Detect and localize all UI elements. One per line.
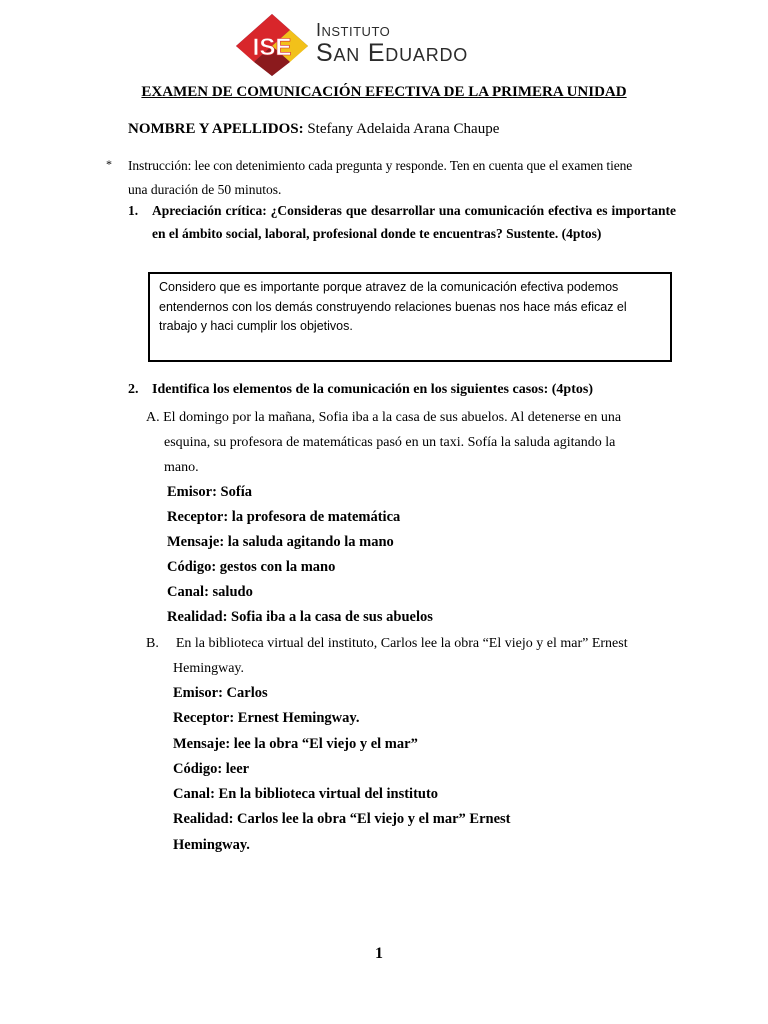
bullet-icon: * (106, 157, 112, 171)
case-b-emisor: Emisor: Carlos (173, 685, 268, 701)
question-1-number: 1. (128, 203, 139, 218)
case-b-mensaje: Mensaje: lee la obra “El viejo y el mar” (173, 735, 418, 752)
case-a-line1: El domingo por la mañana, Sofia iba a la casa de sus abuelos. Al detenerse en una (163, 410, 622, 425)
instruction-line1: Instrucción: lee con detenimiento cada pregunta y responde. Ten en cuenta que el examen tiene (128, 158, 633, 173)
case-b (146, 631, 676, 858)
question-1-answer-box: Considero que es importante porque atravez de la comunicación efectiva podemos entendernos con los demás construyendo relaciones buenas nos hace más eficaz el trabajo y haci cumplir los objetivos. (148, 272, 672, 362)
exam-title: EXAMEN DE COMUNICACIÓN EFECTIVA DE LA PRIMERA UNIDAD (141, 84, 627, 100)
case-a-codigo: Código: gestos con la mano (167, 559, 336, 575)
question-2-number: 2. (128, 382, 139, 397)
page-number: 1 (375, 945, 383, 962)
case-a-canal: Canal: saludo (167, 584, 253, 600)
question-1-text: Apreciación crítica: ¿Consideras que desarrollar una comunicación efectiva es importante en el ámbito social, laboral, profesional donde te encuentras? Sustente. (4ptos) (152, 203, 676, 241)
ise-badge-icon (232, 12, 312, 78)
question-2 (128, 382, 593, 398)
case-b-canal: Canal: En la biblioteca virtual del instituto (173, 786, 439, 803)
case-b-realidad-cont: Hemingway. (173, 836, 250, 853)
case-a-receptor: Receptor: la profesora de matemática (167, 509, 401, 525)
case-b-text (146, 631, 676, 681)
question-2-text: Identifica los elementos de la comunicación en los siguientes casos: (4ptos) (152, 382, 593, 397)
case-a-text (146, 405, 676, 480)
case-a-emisor: Emisor: Sofía (167, 484, 252, 500)
name-value: Stefany Adelaida Arana Chaupe (307, 121, 500, 137)
institute-logo (232, 12, 502, 78)
logo-line1: Instituto (316, 20, 391, 40)
badge-text: ISE (252, 34, 292, 61)
case-a-mensaje: Mensaje: la saluda agitando la mano (167, 534, 394, 550)
case-b-letter: B. (146, 636, 159, 651)
case-a-line3: mano. (164, 460, 199, 475)
case-b-realidad: Realidad: Carlos lee la obra “El viejo y el mar” Ernest (173, 811, 511, 828)
name-label: NOMBRE Y APELLIDOS: (128, 121, 304, 137)
case-a (146, 405, 676, 630)
instruction-line2: una duración de 50 minutos. (128, 182, 282, 197)
case-a-answers (146, 480, 676, 630)
case-b-line1: En la biblioteca virtual del instituto, Carlos lee la obra “El viejo y el mar” Ernest (175, 636, 628, 651)
student-name-line (128, 121, 499, 138)
instruction (128, 154, 676, 202)
case-a-letter: A. (146, 410, 160, 425)
case-a-realidad: Realidad: Sofia iba a la casa de sus abuelos (167, 609, 433, 625)
question-1 (128, 200, 676, 245)
logo-line2: San Eduardo (316, 39, 469, 67)
case-b-line2: Hemingway. (173, 661, 245, 676)
case-b-codigo: Código: leer (173, 760, 250, 777)
case-b-receptor: Receptor: Ernest Hemingway. (173, 710, 360, 727)
case-b-answers (146, 681, 676, 858)
case-a-line2: esquina, su profesora de matemáticas pasó en un taxi. Sofía la saluda agitando la (164, 435, 616, 450)
